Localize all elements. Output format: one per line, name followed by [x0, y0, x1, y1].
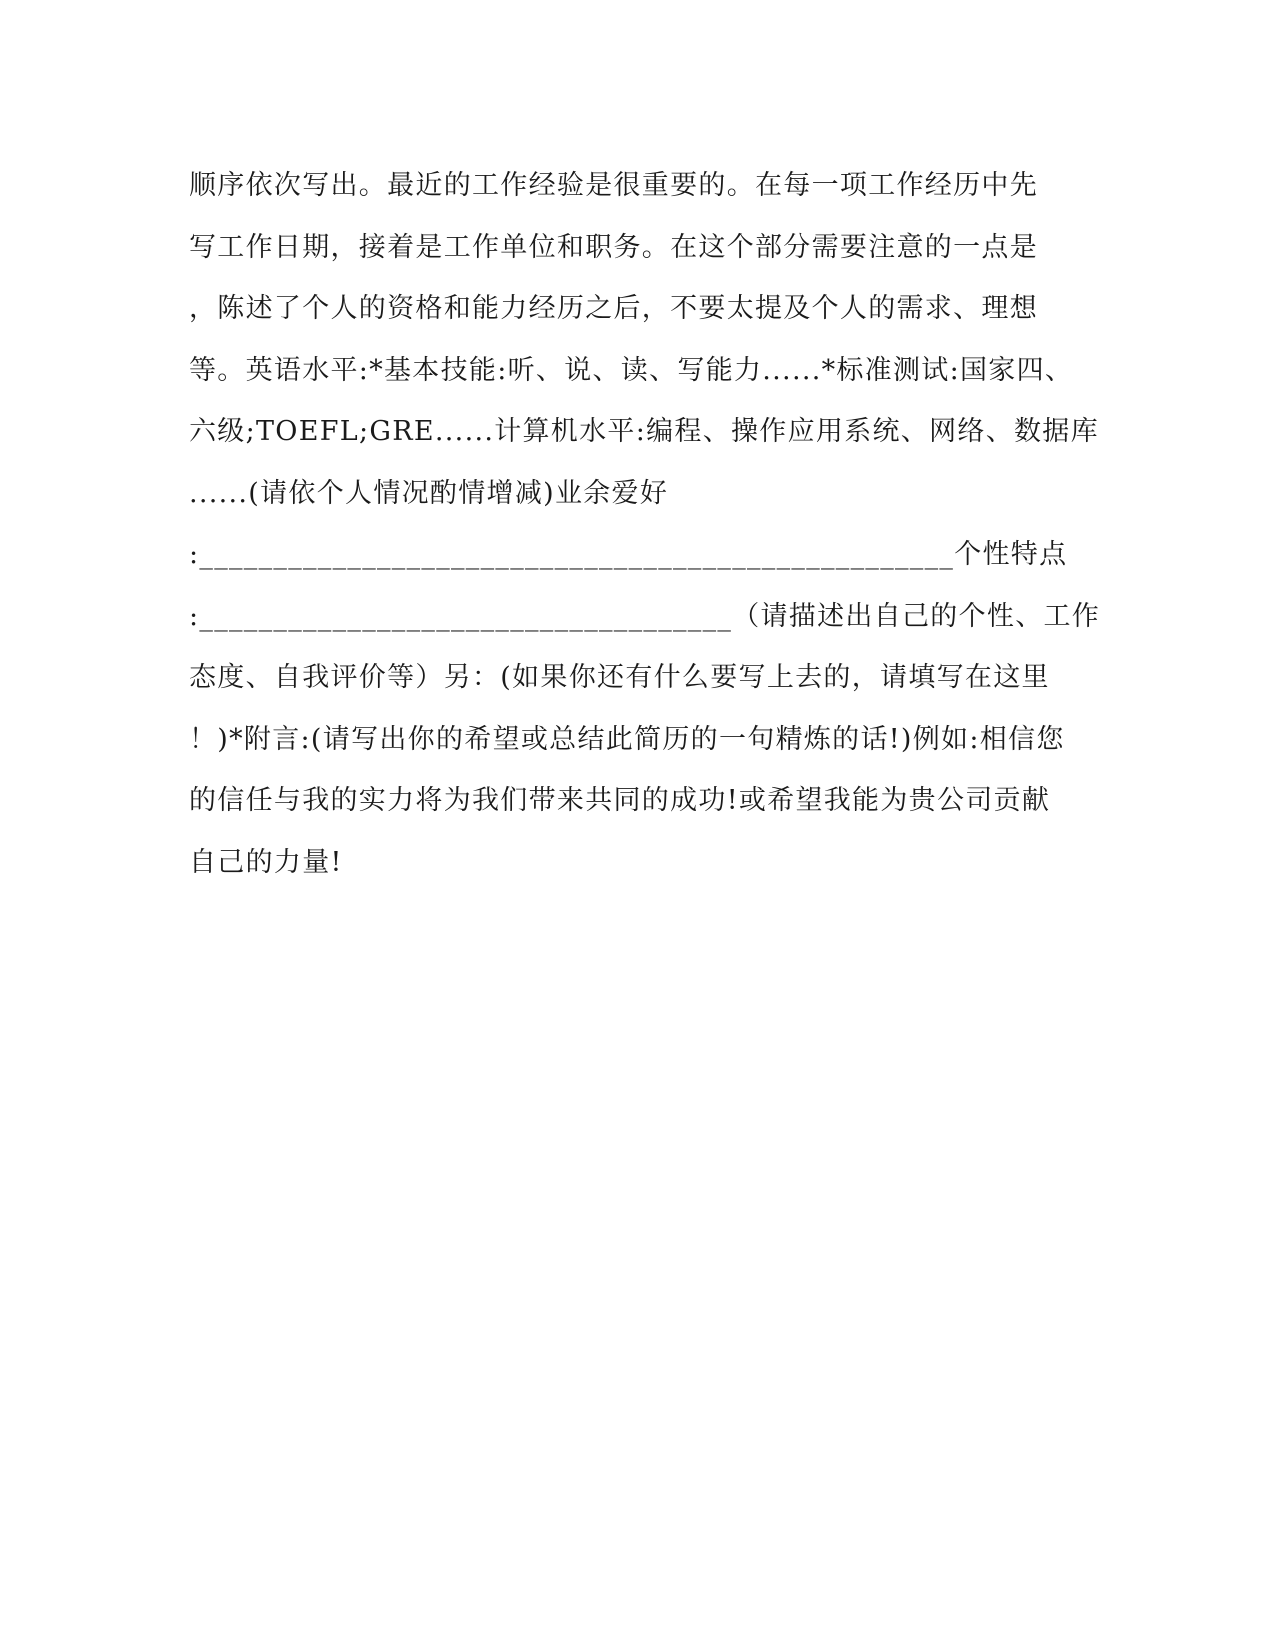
personality-fill-line: :____________________________________（请描述出自己的个性、工作 — [189, 600, 1101, 632]
text-line: ！)*附言:(请写出你的希望或总结此简历的一句精炼的话!)例如:相信您 — [189, 723, 1065, 755]
text-line: 写工作日期，接着是工作单位和职务。在这个部分需要注意的一点是 — [189, 231, 1038, 263]
text-line: 等。英语水平:*基本技能:听、说、读、写能力......*标准测试:国家四、 — [189, 354, 1074, 386]
text-line: ......(请依个人情况酌情增减)业余爱好 — [189, 477, 669, 509]
text-line: 态度、自我评价等）另：(如果你还有什么要写上去的，请填写在这里 — [189, 662, 1050, 693]
hobbies-fill-line: :___________________________________________________个性特点 — [189, 539, 1068, 570]
body-text — [189, 163, 1101, 901]
text-line: 自己的力量! — [189, 846, 343, 878]
text-line: 的信任与我的实力将为我们带来共同的成功!或希望我能为贵公司贡献 — [189, 785, 1051, 816]
text-line: 六级;TOEFL;GRE......计算机水平:编程、操作应用系统、网络、数据库 — [189, 416, 1099, 447]
text-line: ，陈述了个人的资格和能力经历之后，不要太提及个人的需求、理想 — [189, 293, 1038, 324]
text-line: 顺序依次写出。最近的工作经验是很重要的。在每一项工作经历中先 — [189, 170, 1038, 201]
